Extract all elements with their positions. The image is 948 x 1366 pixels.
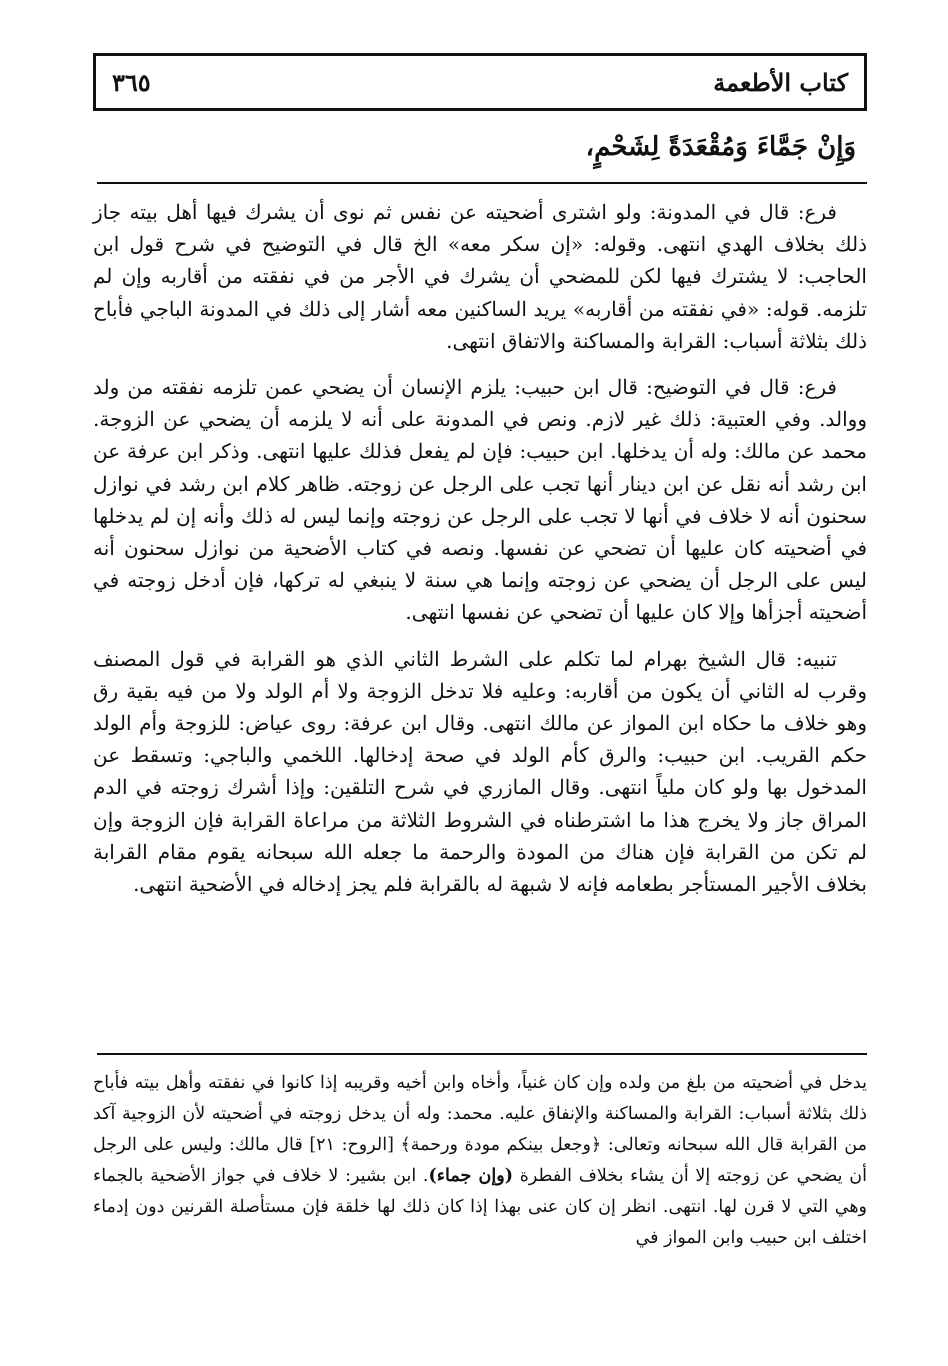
paragraph-2: فرع: قال في التوضيح: قال ابن حبيب: يلزم الإنسان أن يضحي عمن تلزمه نفقته من ولد ووالد. وفي العتبية: ذلك غير لازم. ونص في المدونة على أنه لا يلزمه أن يضحي عن الزوجة. محمد عن مالك: وله أن يدخلها. ابن حبيب: فإن لم يفعل فذلك عليها انتهى. وذكر ابن عرفة عن ابن رشد أنه نقل عن ابن دينار أنها تجب على الرجل عن زوجته. ظاهر كلام ابن رشد في نوازل سحنون أنه لا خلاف في أنها لا تجب على الرجل عن زوجته وإنما ليس له ذلك وأنه إن لم يدخلها في أضحيته كان عليها أن تضحي عن نفسها. ونصه في كتاب الأضحية من نوازل سحنون أنه ليس على الرجل أن يضحي عن زوجته وإنما هي سنة لا ينبغي له تركها، فإن أدخل زوجته في أضحيته أجزأها وإلا كان عليها أن تضحي عن نفسها انتهى.	[93, 375, 867, 625]
chapter-title: كتاب الأطعمة	[713, 67, 848, 97]
divider-top	[97, 182, 867, 184]
footnote-text	[93, 1068, 867, 1254]
paragraph-1: فرع: قال في المدونة: ولو اشترى أضحيته عن نفس ثم نوى أن يشرك فيها أهل بيته جاز ذلك بخلاف الهدي انتهى. وقوله: «إن سكر معه» الخ قال في التوضيح في شرح قول ابن الحاجب: لا يشترك فيها لكن للمضحي أن يشرك في الأجر من في نفقته من أقاربه وإن لم تلزمه. قوله: «في نفقته من أقاربه» يريد الساكنين معه أشار إلى ذلك في المدونة الباجي فأباح ذلك بثلاثة أسباب: القرابة والمساكنة والاتفاق انتهى.	[93, 200, 867, 353]
footnote	[93, 1068, 867, 1254]
page-header	[93, 53, 867, 111]
main-commentary	[93, 196, 867, 900]
paragraph-3: تنبيه: قال الشيخ بهرام لما تكلم على الشرط الثاني الذي هو القرابة في قول المصنف وقرب له الثاني أن يكون من أقاربه: وعليه فلا تدخل الزوجة ولا أم الولد ولا من فيه بقية رق وهو خلاف ما حكاه ابن المواز عن مالك انتهى. وقال ابن عرفة: روى عياض: للزوجة وأم الولد حكم القريب. ابن حبيب: والرق كأم الولد في صحة إدخالها. اللخمي والباجي: وتسقط عن المدخول بها ولو كان ملياً انتهى. وقال المازري في شرح التلقين: وإذا أشرك زوجته في الدم المراق جاز ولا يخرج هذا ما اشترطناه في الشروط الثلاثة من مراعاة القرابة فإن الزوجة وإن لم تكن من القرابة فإن هناك من المودة والرحمة ما جعله الله سبحانه يقوم مقام القرابة بخلاف الأجير المستأجر بطعامه فإنه لا شبهة له بالقرابة فلم يجز إدخاله في الأضحية انتهى.	[93, 646, 867, 897]
page-number: ٣٦٥	[112, 67, 151, 97]
divider-footnote	[97, 1053, 867, 1055]
matn-text: وَإِنْ جَمَّاءَ وَمُقْعَدَةً لِشَحْمٍ،	[585, 132, 856, 162]
footnote-part-2: . ابن بشير: لا خلاف في جواز الأضحية بالجماء وهي التي لا قرن لها. انتهى. انظر إن كان عنى بهذا إذا كان ذلك لها خلقة فإن مستأصلة القرنين دون إدماء اختلف ابن حبيب وابن المواز في	[93, 1166, 867, 1248]
footnote-part-1: يدخل في أضحيته من بلغ من ولده وإن كان غنياً، وأخاه وابن أخيه وقريبه إذا كانوا في نفقته وأهل بيته فأباح ذلك بثلاثة أسباب: القرابة والمساكنة والإنفاق عليه. محمد: وله أن يدخل زوجته في أضحيته لأن الزوجية آكد من القرابة قال الله سبحانه وتعالى: ﴿وجعل بينكم مودة ورحمة﴾ [الروح: ٢١] قال مالك: وليس على الرجل أن يضحي عن زوجته إلا أن يشاء بخلاف الفطرة	[93, 1073, 867, 1186]
footnote-bold-quote: (وإن جماء)	[428, 1166, 513, 1186]
